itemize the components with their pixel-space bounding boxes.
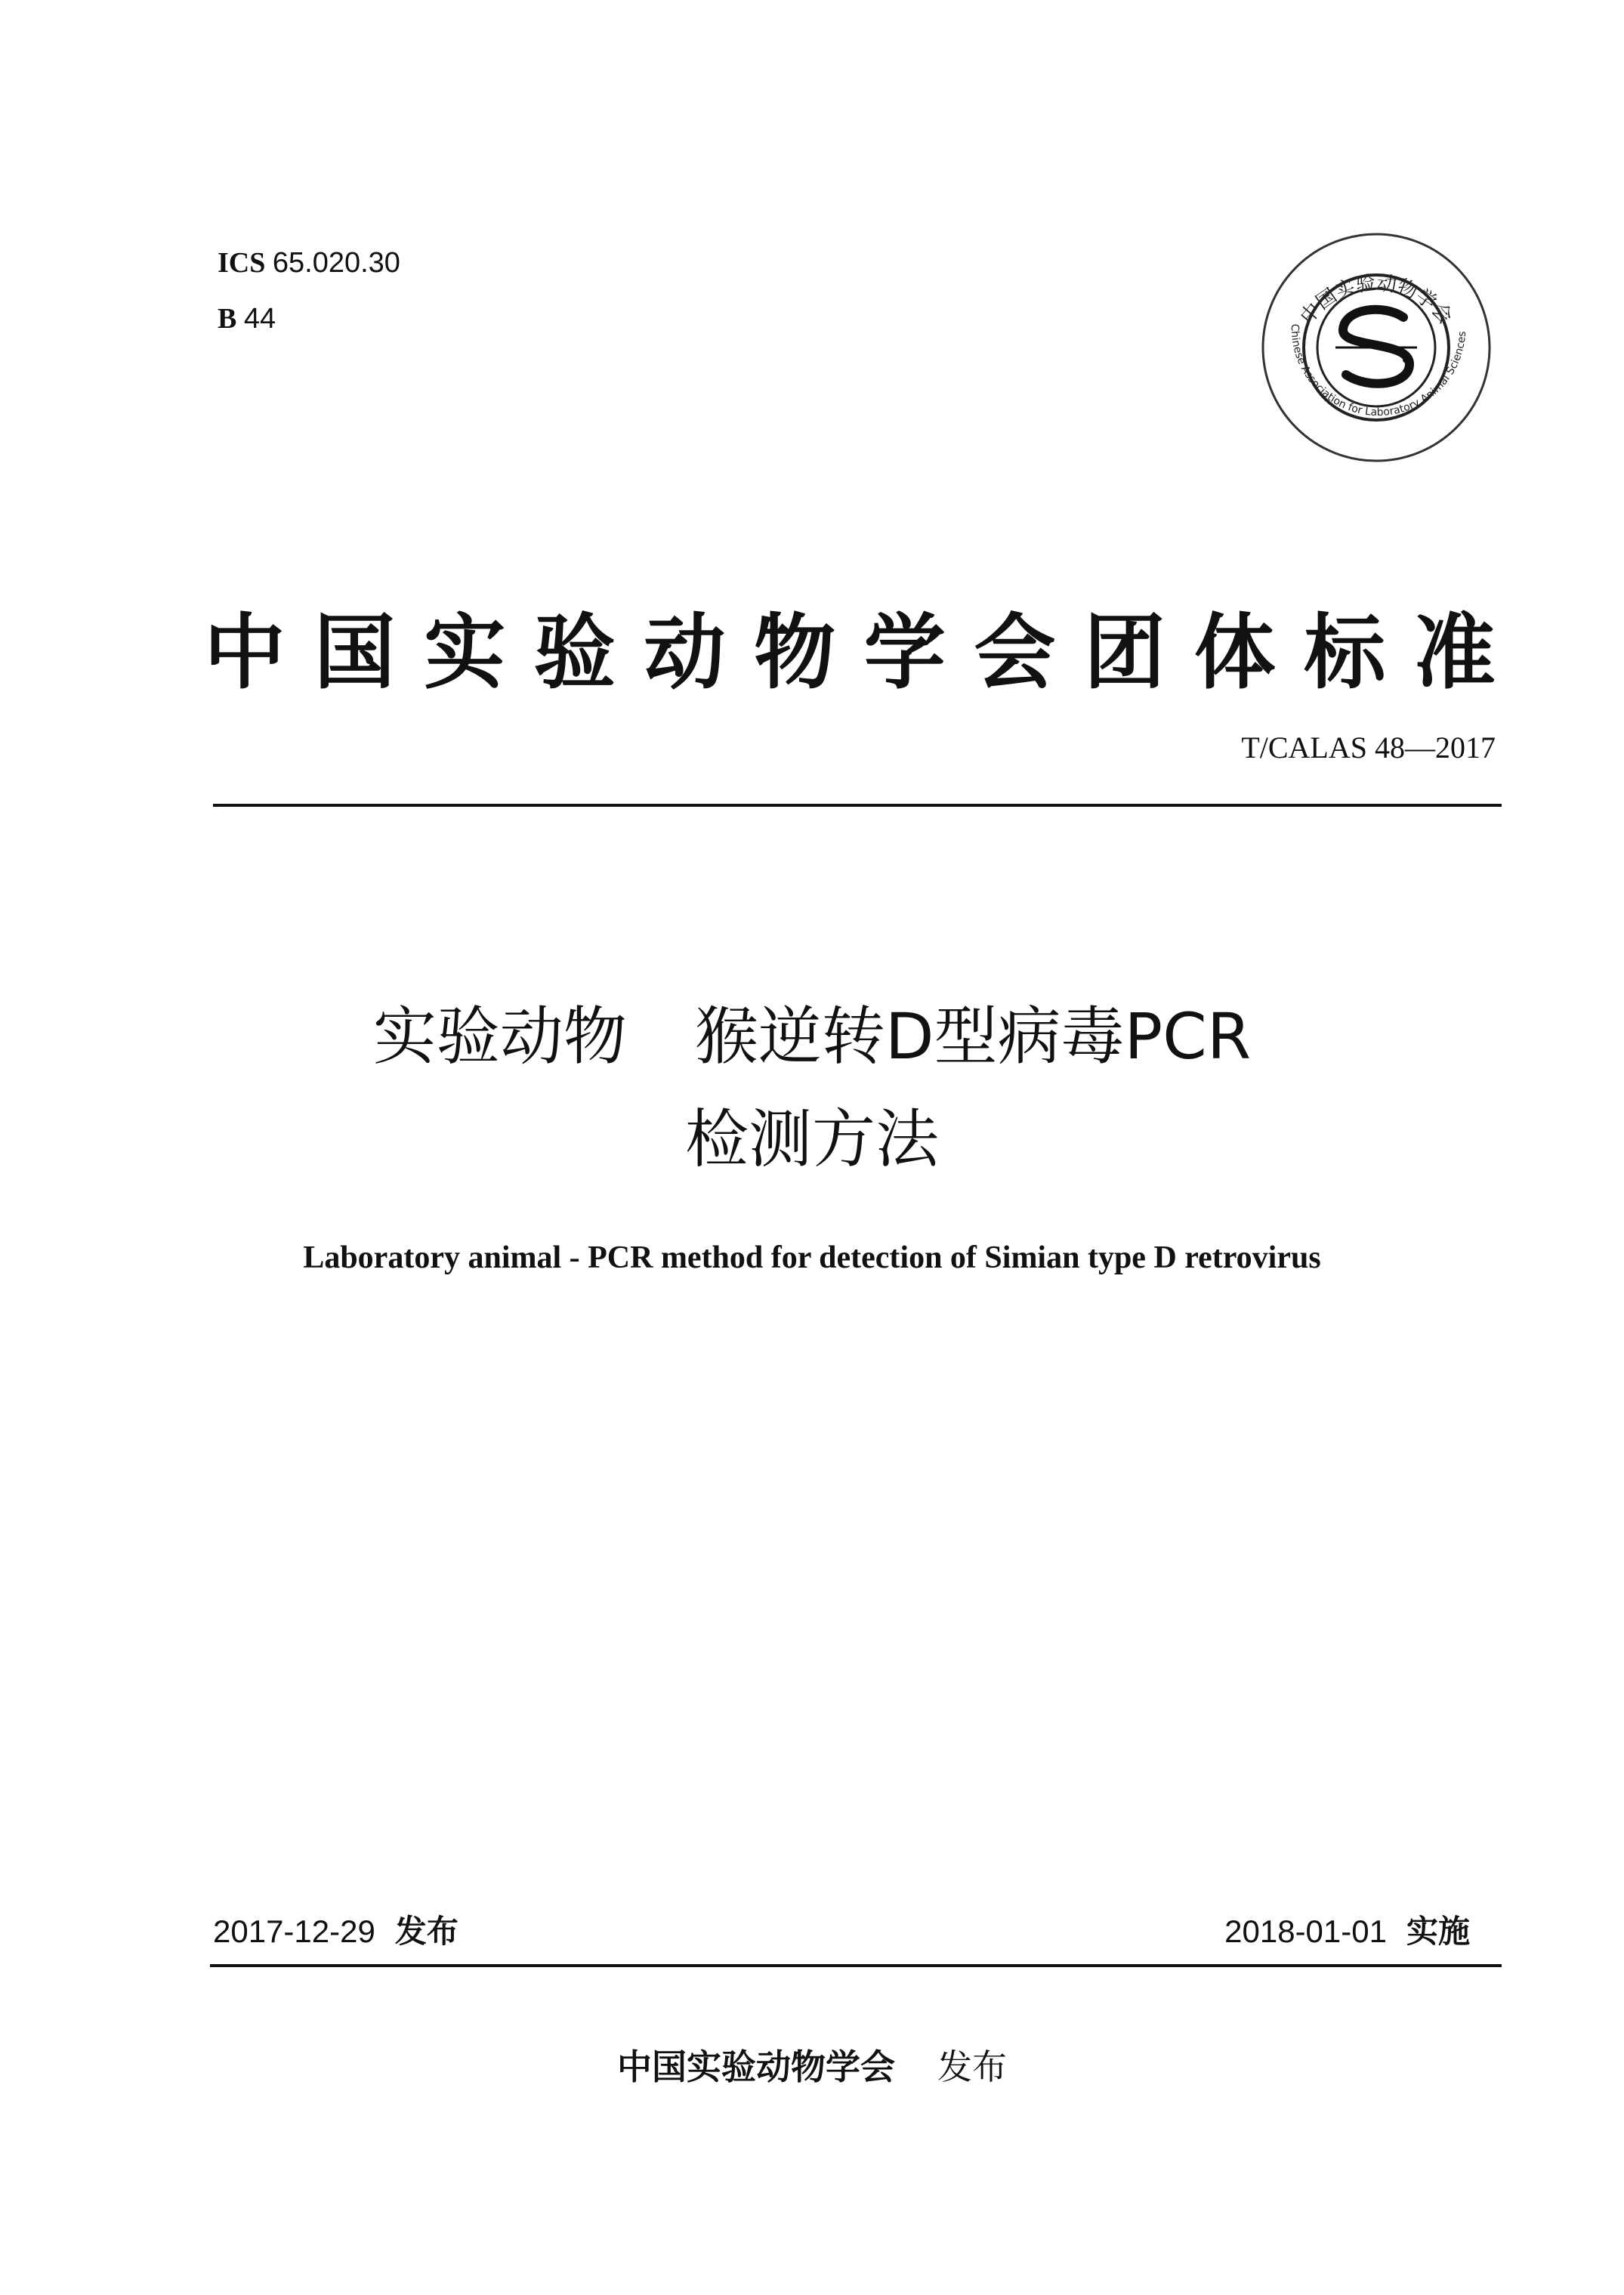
org-title-char: 中 [204, 606, 286, 700]
org-title-char: 国 [313, 606, 396, 700]
organization-seal-icon [1255, 227, 1497, 468]
standard-number: T/CALAS 48—2017 [1241, 731, 1496, 764]
title-cn-line1 [0, 999, 1624, 1074]
org-title-char: 学 [863, 606, 946, 700]
issue-date-line [213, 1913, 458, 1951]
org-title-char: 准 [1413, 606, 1496, 700]
issue-date: 2017-12-29 [213, 1914, 375, 1949]
footer-divider [210, 1964, 1502, 1967]
implement-date: 2018-01-01 [1224, 1914, 1387, 1949]
org-title-char: 实 [424, 606, 506, 700]
issue-label: 发布 [394, 1913, 458, 1950]
ics-label: ICS [218, 247, 266, 279]
publisher-line [0, 2046, 1624, 2088]
implement-label: 实施 [1406, 1913, 1470, 1950]
org-title-char: 动 [644, 606, 726, 700]
title-cn-topic: 猴逆转D型病毒PCR [694, 999, 1252, 1073]
org-title-char: 验 [533, 606, 616, 700]
publisher-verb: 发布 [937, 2046, 1007, 2087]
seal-ring-text-cn: 中国实验动物学会 [1295, 271, 1457, 329]
seal-dot [1403, 356, 1410, 363]
org-title-char: 体 [1193, 606, 1276, 700]
publisher-name: 中国实验动物学会 [617, 2046, 895, 2087]
org-title-char: 标 [1304, 606, 1386, 700]
org-title-char: 会 [974, 606, 1056, 700]
ics-code: 65.020.30 [272, 247, 400, 279]
seal-ring-text-en: Chinese Association for Laboratory Animal Sciences [1288, 323, 1469, 419]
ccs-code-line [218, 302, 276, 335]
title-cn-line2: 检测方法 [684, 1102, 939, 1176]
ccs-label: B [218, 303, 237, 335]
implement-date-line [1224, 1913, 1470, 1951]
ccs-code: 44 [243, 303, 276, 335]
org-title-char: 团 [1084, 606, 1166, 700]
title-cn-subject: 实验动物 [372, 999, 627, 1073]
ics-code-line [218, 246, 400, 280]
header-divider [213, 804, 1502, 807]
organization-standard-title [204, 604, 1496, 703]
title-en: Laboratory animal - PCR method for detection of Simian type D retrovirus [303, 1240, 1321, 1275]
org-title-char: 物 [754, 606, 836, 700]
